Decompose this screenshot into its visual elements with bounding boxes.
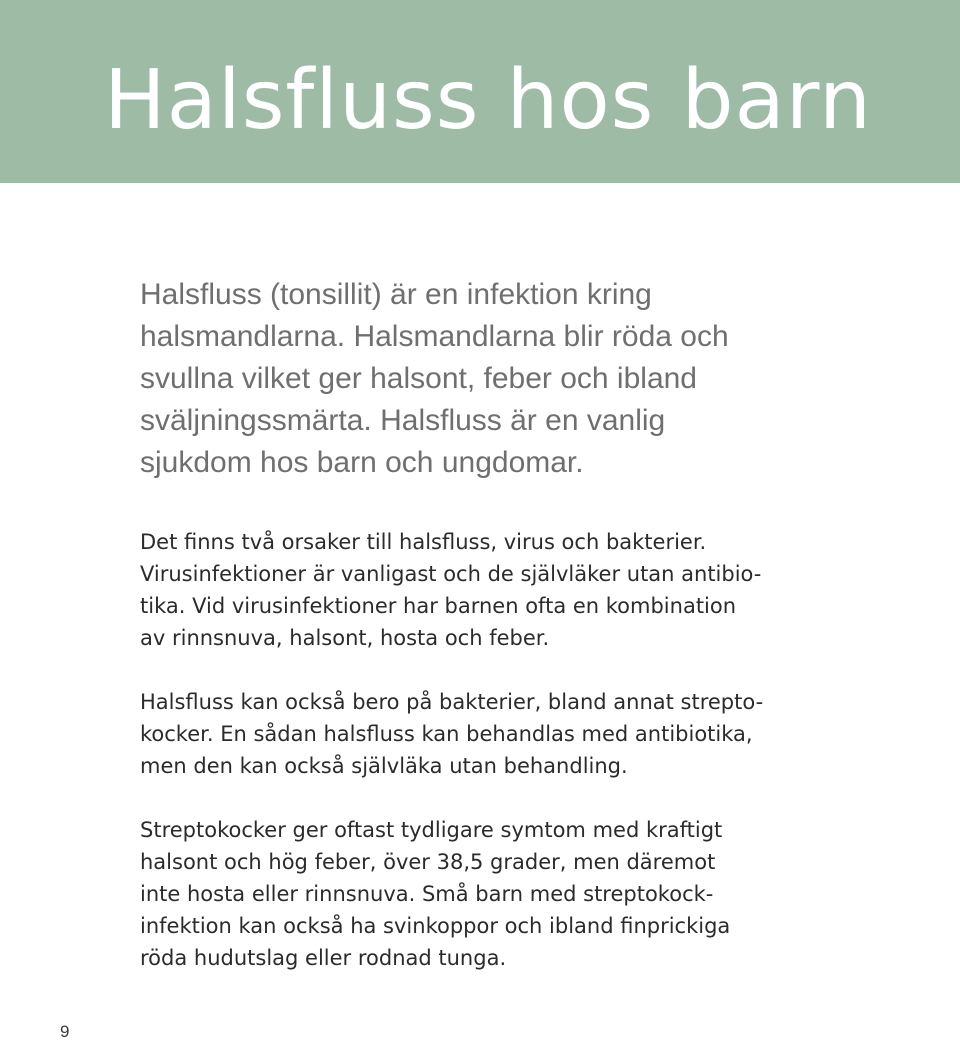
body-paragraph-causes xyxy=(140,526,830,654)
article-content xyxy=(140,274,830,1006)
header-band xyxy=(0,0,960,183)
body-line: röda hudutslag eller rodnad tunga. xyxy=(140,946,507,970)
body-paragraph-bacteria xyxy=(140,686,830,782)
intro-paragraph xyxy=(140,274,830,484)
body-line: Det finns två orsaker till halsfluss, virus och bakterier. xyxy=(140,530,707,554)
body-line: halsont och hög feber, över 38,5 grader, men däremot xyxy=(140,850,716,874)
page-number: 9 xyxy=(60,1022,70,1041)
intro-line: sväljningssmärta. Halsfluss är en vanlig xyxy=(140,404,666,437)
body-line: infektion kan också ha svinkoppor och ibland finprickiga xyxy=(140,914,731,938)
body-line: tika. Vid virusinfektioner har barnen ofta en kombination xyxy=(140,594,737,618)
body-line: Halsfluss kan också bero på bakterier, bland annat strepto- xyxy=(140,690,764,714)
intro-line: halsmandlarna. Halsmandlarna blir röda och xyxy=(140,320,729,353)
intro-line: sjukdom hos barn och ungdomar. xyxy=(140,446,584,479)
intro-line: Halsfluss (tonsillit) är en infektion kring xyxy=(140,278,652,311)
intro-line: svullna vilket ger halsont, feber och ibland xyxy=(140,362,697,395)
body-line: av rinnsnuva, halsont, hosta och feber. xyxy=(140,626,550,650)
body-line: kocker. En sådan halsfluss kan behandlas med antibiotika, xyxy=(140,722,753,746)
body-line: Streptokocker ger oftast tydligare symtom med kraftigt xyxy=(140,818,723,842)
body-line: Virusinfektioner är vanligast och de självläker utan antibio- xyxy=(140,562,762,586)
body-line: men den kan också självläka utan behandling. xyxy=(140,754,628,778)
page-title: Halsfluss hos barn xyxy=(104,53,873,148)
body-line: inte hosta eller rinnsnuva. Små barn med streptokock- xyxy=(140,882,714,906)
body-paragraph-streptococci xyxy=(140,814,830,974)
